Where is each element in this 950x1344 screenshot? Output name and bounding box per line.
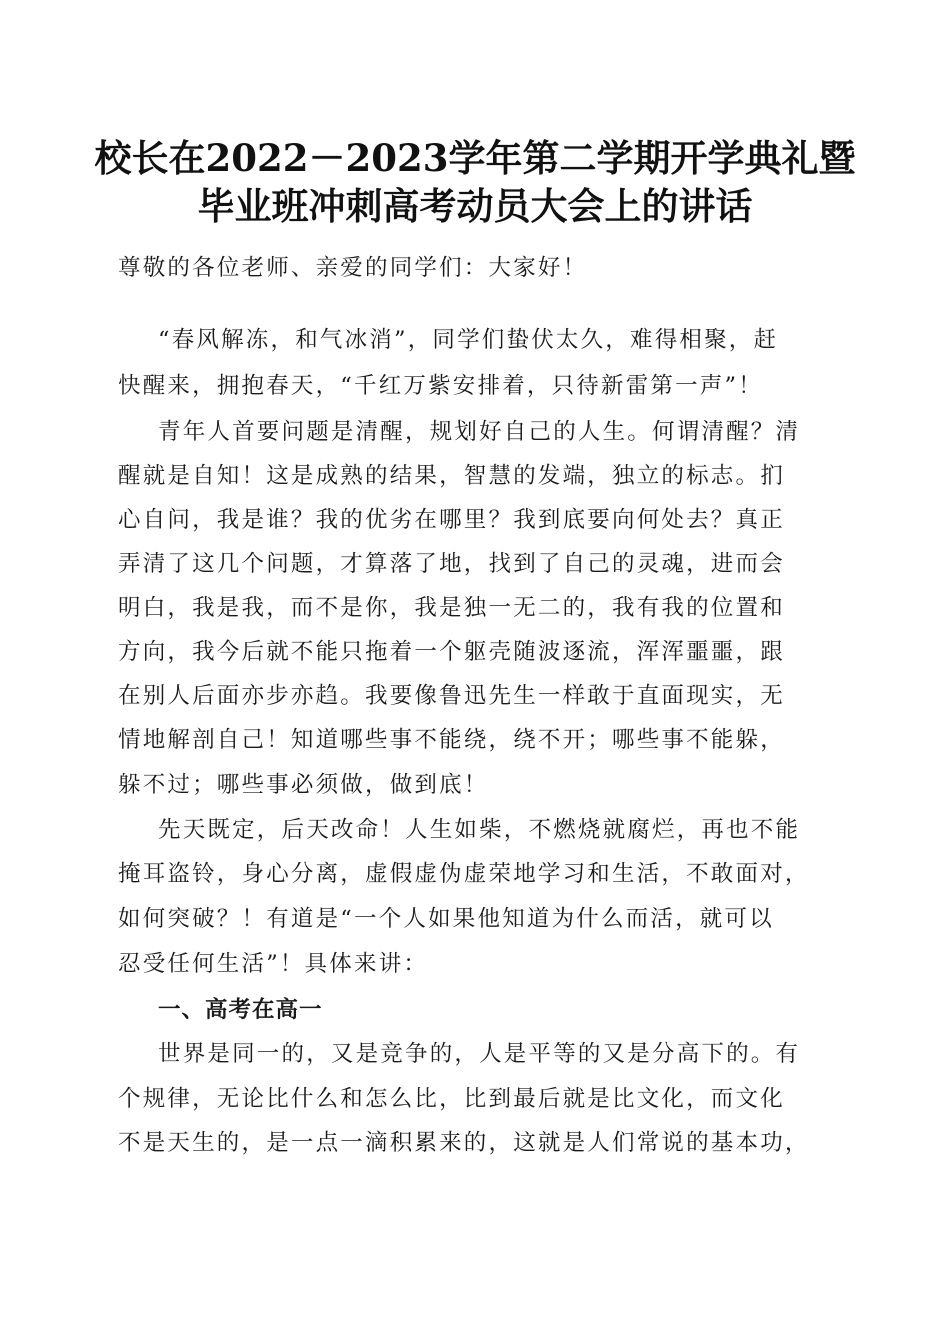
paragraph-line: 快醒来，拥抱春天，“千红万紫安排着，只待新雷第一声”！ [118,373,763,399]
greeting-line: 尊敬的各位老师、亲爱的同学们：大家好！ [118,255,588,281]
paragraph-line: 醒就是自知！这是成熟的结果，智慧的发端，独立的标志。扪 [118,463,785,489]
paragraph-line: 青年人首要问题是清醒，规划好自己的人生。何谓清醒？清 [158,419,801,445]
paragraph-line: “春风解冻，和气冰消”，同学们蛰伏太久，难得相聚，赶 [158,327,779,353]
paragraph-line: 躲不过；哪些事必须做，做到底！ [118,772,489,798]
paragraph-line: 情地解剖自己！知道哪些事不能绕，绕不开；哪些事不能躲， [118,727,785,753]
paragraph-line: 在别人后面亦步亦趋。我要像鲁迅先生一样敢于直面现实，无 [118,683,785,709]
paragraph-line: 世界是同一的，又是竞争的，人是平等的又是分高下的。有 [158,1041,801,1067]
paragraph-line: 个规律，无论比什么和怎么比，比到最后就是比文化，而文化 [118,1086,785,1112]
paragraph-line: 先天既定，后天改命！人生如柴，不燃烧就腐烂，再也不能 [158,817,801,843]
section-heading: 一、高考在高一 [158,997,323,1023]
paragraph-line: 不是天生的，是一点一滴积累来的，这就是人们常说的基本功， [118,1130,810,1156]
paragraph-line: 掩耳盗铃，身心分离，虚假虚伪虚荣地学习和生活，不敢面对， [118,861,810,887]
document-title-line-2: 毕业班冲刺高考动员大会上的讲话 [197,184,753,228]
paragraph-line: 忍受任何生活”！具体来讲： [118,951,429,977]
document-title-line-1: 校长在2022－2023学年第二学期开学典礼暨 [94,136,856,180]
paragraph-line: 心自问，我是谁？我的优劣在哪里？我到底要向何处去？真正 [118,507,785,533]
paragraph-line: 明白，我是我，而不是你，我是独一无二的，我有我的位置和 [118,595,785,621]
paragraph-line: 弄清了这几个问题，才算落了地，找到了自己的灵魂，进而会 [118,551,785,577]
paragraph-line: 如何突破？！有道是“一个人如果他知道为什么而活，就可以 [118,906,774,932]
paragraph-line: 方向，我今后就不能只拖着一个躯壳随波逐流，浑浑噩噩，跟 [118,639,785,665]
